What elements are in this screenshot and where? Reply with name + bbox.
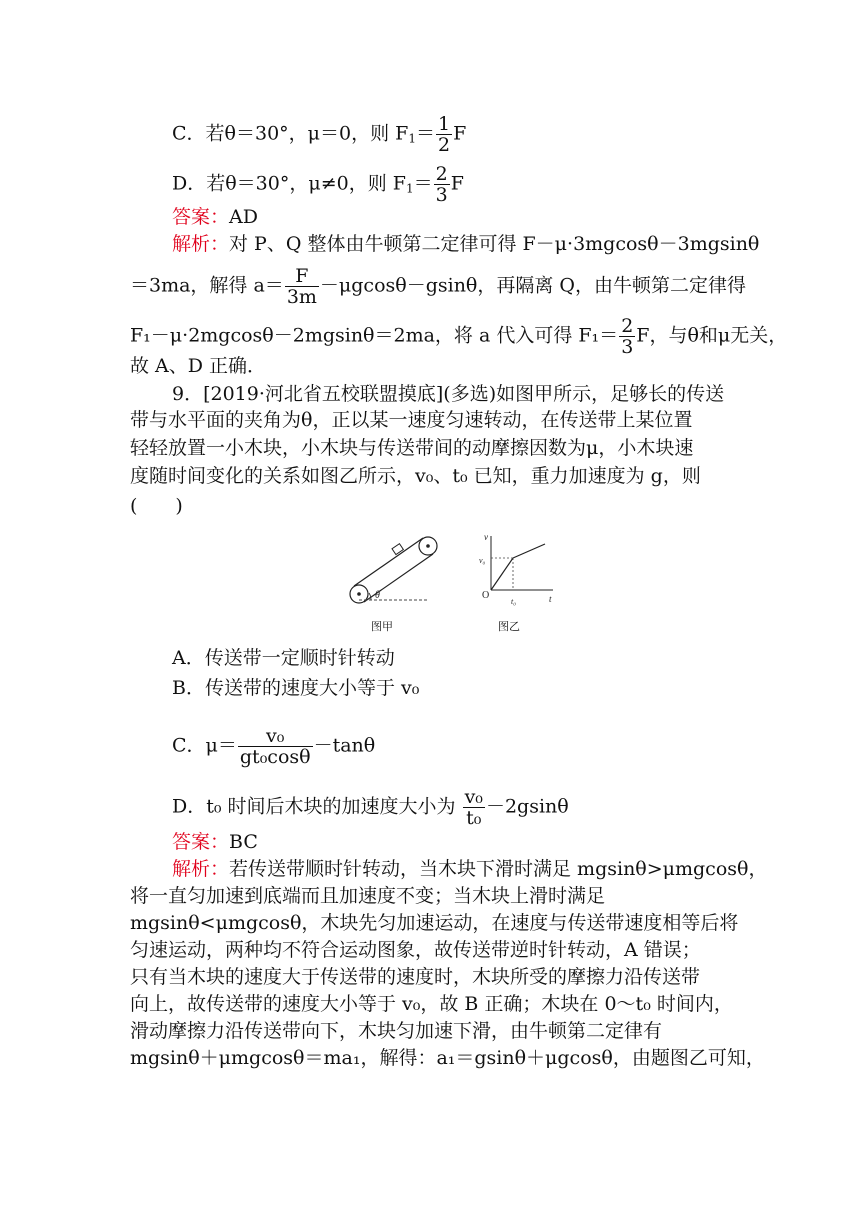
figure-q9 [345,532,575,633]
figure-diagrams [345,532,575,612]
question-9-line2: 带与水平面的夹角为θ，正以某一速度匀速转动，在传送带上某位置 [130,409,693,431]
velocity-time-graph [479,532,553,606]
question-9-line1: 9．[2019·河北省五校联盟摸底](多选)如图甲所示，足够长的传送 [172,383,725,405]
explanation-q9-line6: 向上，故传送带的速度大小等于 v₀，故 B 正确；木块在 0～t₀ 时间内， [130,993,733,1015]
conveyor-belt-diagram [350,537,437,603]
figure-caption-yi: 图乙 [498,620,520,633]
fraction: $\frac{F}{3m}$ [286,265,317,308]
answer-q8: 答案：AD [172,206,258,228]
svg-text:t₀: t₀ [511,597,517,606]
fraction: $\frac{1}{2}$ [437,113,451,156]
option-b-q9: B．传送带的速度大小等于 v₀ [172,677,420,699]
explanation-q8-line2: ＝3ma，解得 a＝ $\frac{F}{3m}$ －μgcosθ－gsinθ，再隔离 Q，由牛顿第二定律得 [130,265,746,308]
answer-q9: 答案：BC [172,831,258,853]
question-9-line5: ( ) [130,495,183,517]
explanation-q9-line1: 解析：若传送带顺时针转动，当木块下滑时满足 mgsinθ>μmgcosθ， [172,858,768,880]
option-d-q8: D．若θ＝30°，μ≠0，则 $F_1=$ $\frac{2}{3}$ F [172,163,464,206]
question-9-line4: 度随时间变化的关系如图乙所示，v₀、t₀ 已知，重力加速度为 g，则 [130,465,701,487]
svg-text:O: O [482,590,490,601]
explanation-q8-line3: F₁－μ·2mgcosθ－2mgsinθ＝2ma，将 a 代入可得 F₁＝ $\frac{2}{3}$ F，与θ和μ无关， [130,315,788,358]
explanation-q8-line1: 解析：对 P、Q 整体由牛顿第二定律可得 F－μ·3mgcosθ－3mgsinθ [172,233,760,255]
explanation-q9-line3: mgsinθ<μmgcosθ，木块先匀加速运动，在速度与传送带速度相等后将 [130,912,739,934]
svg-text:t: t [549,594,552,604]
option-d-q9: D．t₀ 时间后木块的加速度大小为 $\frac{\text{v₀}}{\text{t₀}}$ －2gsinθ [172,786,569,829]
option-c-q9: C．μ＝ $\frac{\text{v₀}}{\text{gt₀cosθ}}$ －tanθ [172,725,376,768]
fraction: $\frac{\text{v₀}}{\text{gt₀cosθ}}$ [239,725,311,768]
question-9-line3: 轻轻放置一小木块，小木块与传送带间的动摩擦因数为μ，小木块速 [130,437,694,459]
explanation-q9-line8: mgsinθ＋μmgcosθ＝ma₁，解得：a₁＝gsinθ＋μgcosθ，由题图乙可知， [130,1047,765,1069]
fraction: $\frac{2}{3}$ [621,315,634,358]
fraction: $\frac{2}{3}$ [435,163,448,206]
explanation-q9-line4: 匀速运动，两种均不符合运动图象，故传送带逆时针转动，A 错误； [130,939,701,961]
explanation-q8-line4: 故 A、D 正确． [130,355,267,377]
svg-text:v₀: v₀ [479,556,486,565]
svg-text:θ: θ [375,590,380,601]
svg-text:v: v [484,532,488,542]
figure-caption-jia: 图甲 [371,620,393,633]
explanation-q9-line7: 滑动摩擦力沿传送带向下，木块匀加速下滑，由牛顿第二定律有 [130,1020,663,1042]
option-c-q8: C．若θ＝30°，μ＝0，则 $F_1=$ $\frac{1}{2}$ F [172,113,467,156]
option-a-q9: A．传送带一定顺时针转动 [172,647,395,669]
explanation-q9-line5: 只有当木块的速度大于传送带的速度时，木块所受的摩擦力沿传送带 [130,966,701,988]
fraction: $\frac{\text{v₀}}{\text{t₀}}$ [464,786,483,829]
explanation-q9-line2: 将一直匀加速到底端而且加速度不变；当木块上滑时满足 [130,885,606,907]
